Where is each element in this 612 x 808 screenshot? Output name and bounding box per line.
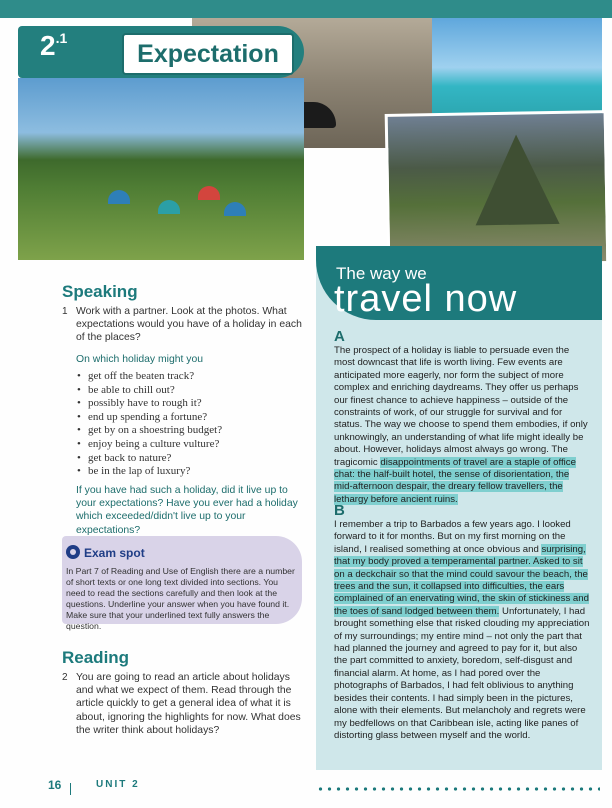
question-text: You are going to read an article about holidays and what we expect of them. Read through the article quickly to get a general idea of what it is about, ignoring the highlights for now. What does the writer think about holidays?: [76, 672, 301, 736]
unit-title: Expectation: [122, 33, 294, 75]
bullet-list: [76, 370, 222, 479]
list-item: • get back to nature?: [88, 452, 222, 466]
unit-number: $2^{.1}$: [40, 30, 68, 61]
body-text: I remember a trip to Barbados a few years ago. I looked forward to it for months. But on my first morning on the island, I realised something at once obvious and: [334, 519, 571, 555]
sub-heading: On which holiday might you: [76, 354, 204, 365]
highlighted-text: disappointments of travel are a staple of office chat: the half-built hotel, the sense of disorientation, the mid-afternoon despair, the dreary fellow travellers, the lethargy before ancient ruins.: [334, 456, 576, 505]
followup-question: If you have had such a holiday, did it live up to your expectations? Have you ever had a holiday which exceeded/didn't live up to your expectations?: [76, 485, 298, 536]
tent-shape: [198, 186, 220, 200]
body-text: Unfortunately, I had brought something else that risked clouding my appreciation of my surroundings; my entire mind – not only the part that had planned the journey and agreed to pay for it, but also the part committed to anxiety, boredom, self-disgust and financial alarm. At home, as I had pored over the photographs of Barbados, I had felt oblivious to anything besides their contents. I had simply been in the pictures, alone with their elements. But melancholy and regrets were my bedfellows on that Caribbean isle, acting like panes of distorting glass between myself and the world.: [334, 605, 590, 741]
list-item: • get by on a shoestring budget?: [88, 424, 222, 438]
question-number: 1: [62, 306, 68, 317]
speaking-heading: Speaking: [62, 282, 138, 301]
machu-picchu-photo: [385, 110, 610, 268]
question-number: 2: [62, 672, 68, 683]
list-item: • enjoy being a culture vulture?: [88, 438, 222, 452]
reading-heading: Reading: [62, 648, 130, 667]
article-section-b: [334, 519, 590, 742]
body-text: The prospect of a holiday is liable to persuade even the most downcast that life is worth living. Few events are anticipated more eagerly, nor form the subject of more complex and enriching daydreams. They offer us perhaps our finest chance to achieve happiness – outside of the constraints of work, of our struggle for survival and for status. The way we choose to spend them embodies, if only unknowingly, an understanding of what life might ideally be about. However, holidays almost always go wrong. The tragicomic: [334, 345, 588, 468]
section-label: A: [334, 328, 345, 345]
article-headline: travel now: [334, 278, 518, 320]
tent-shape: [158, 200, 180, 214]
question-text: Work with a partner. Look at the photos. What expectations would you have of a holiday in each of the places?: [76, 306, 302, 344]
list-item: • possibly have to rough it?: [88, 397, 222, 411]
list-item: • be in the lap of luxury?: [88, 465, 222, 479]
exam-spot-icon: [66, 545, 80, 559]
mountain-shape: [474, 134, 560, 225]
exam-spot-text: In Part 7 of Reading and Use of English there are a number of short texts or one long text divided into sections. You need to read the sections carefully and then look at the questions. Underline your answer when you have found it. Make sure that your underlined text fully answers the question.: [66, 566, 295, 631]
highlighted-text: surprising, that my body proved a temperamental partner. Asked to sit on a deckchair so that the mind could savour the beach, the trees and the sun, it collapsed into difficulties, the ears complained of an enervating wind, the skin of stickiness and the toes of sand lodged between them.: [334, 543, 589, 617]
unit-label: UNIT 2: [96, 779, 140, 790]
tent-shape: [108, 190, 130, 204]
exam-spot-title: Exam spot: [84, 546, 145, 560]
dotted-rule: [316, 787, 600, 791]
tent-shape: [224, 202, 246, 216]
campsite-photo: [18, 78, 304, 260]
footer-divider: [70, 783, 71, 795]
list-item: • get off the beaten track?: [88, 370, 222, 384]
article-section-a: [334, 345, 590, 506]
list-item: • end up spending a fortune?: [88, 411, 222, 425]
top-band: [0, 0, 612, 18]
section-label: B: [334, 502, 345, 519]
article-kicker: The way we: [336, 264, 427, 283]
list-item: • be able to chill out?: [88, 384, 222, 398]
page-number: 16: [48, 778, 62, 792]
